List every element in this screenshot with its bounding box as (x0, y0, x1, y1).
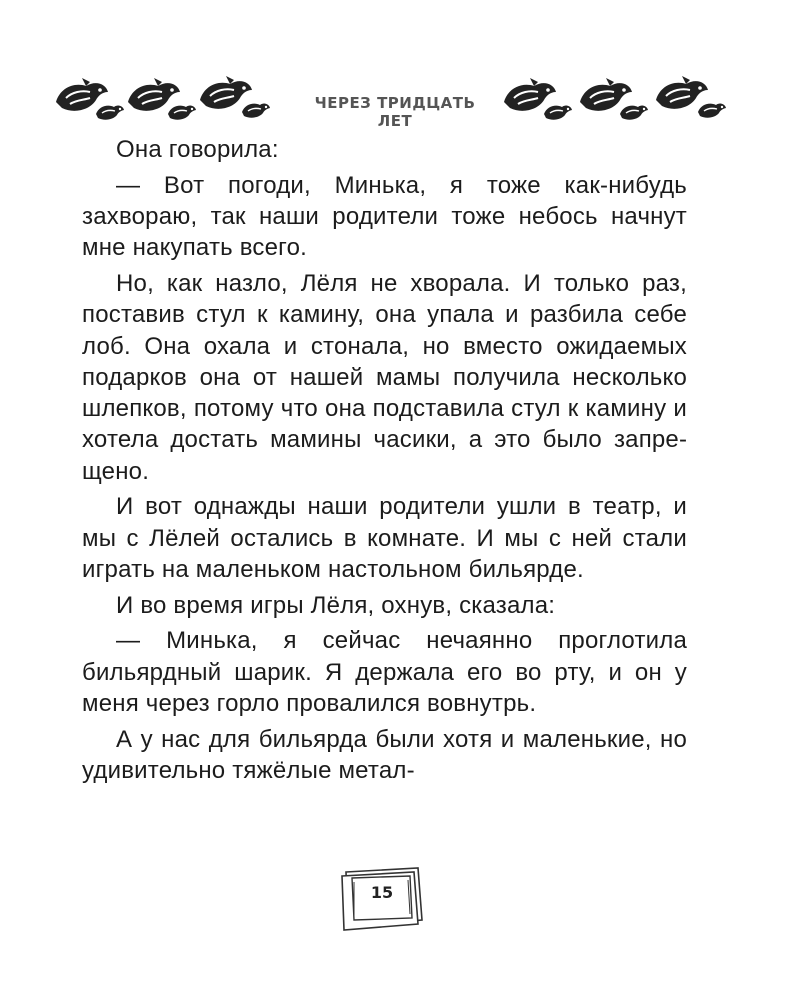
header-title: ЧЕРЕЗ ТРИДЦАТЬ ЛЕТ (314, 94, 476, 130)
running-header (40, 64, 760, 130)
paragraph: — Минька, я сейчас нечаянно проглотила бильярдный шарик. Я держала его во рту, и он у меня через горло провалился вовнутрь. (82, 627, 687, 717)
paragraph: — Вот погоди, Минька, я тоже как-нибудь захвораю, так наши родители тоже небось начнут мне накупать всего. (82, 171, 687, 262)
paragraph: Она говорила: (116, 136, 279, 163)
paragraph: Но, как назло, Лёля не хворала. И только раз, поставив стул к камину, она упала и разбила себе лоб. Она охала и стонала, но вместо ожидаемых подарков она от нашей мамы получила несколько шлепков, потому что она подставила стул к камину и хотела достать мамины часики, а это было запрещено. (82, 269, 687, 485)
paragraph: А у нас для бильярда были хотя и маленькие, но удивительно тяжёлые метал- (82, 725, 687, 784)
birds-ornament-icon (498, 64, 758, 130)
birds-ornament-icon (50, 64, 290, 130)
page-number: 15 (370, 883, 394, 902)
paragraph: И во время игры Лёля, охнув, сказала: (116, 591, 556, 619)
page-number-badge (338, 862, 426, 932)
story-text (82, 134, 687, 791)
paragraph: И вот однажды наши родители ушли в театр, и мы с Лёлей остались в комнате. И мы с ней стали играть на маленьком настольном бильярде. (82, 493, 687, 584)
